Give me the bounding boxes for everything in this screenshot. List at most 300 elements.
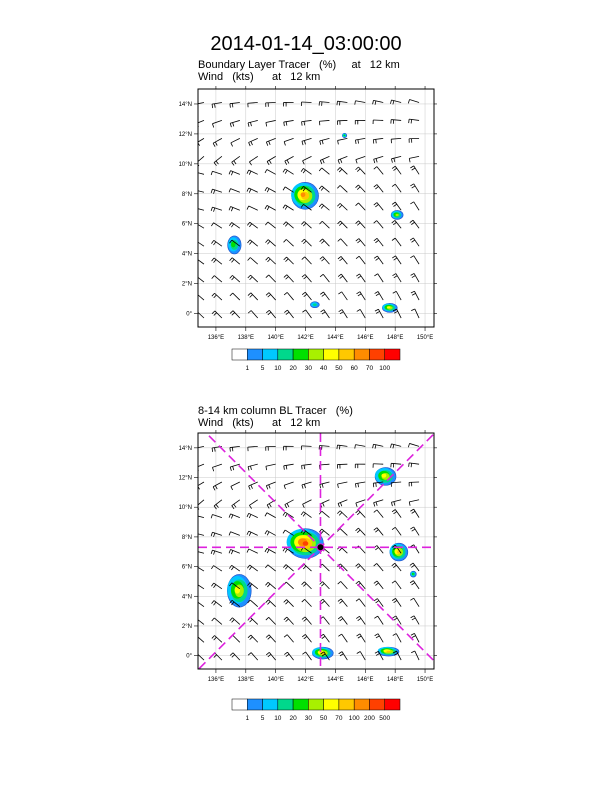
wind-barb (212, 464, 221, 471)
wind-barb (356, 564, 366, 571)
colorbar-label: 100 (379, 365, 391, 372)
wind-barb (337, 203, 347, 210)
colorbar-swatch (324, 349, 339, 360)
wind-barb (229, 514, 240, 519)
wind-barb (337, 167, 347, 174)
colorbar-swatch (263, 699, 278, 710)
wind-barb (356, 616, 365, 624)
wind-barb (320, 257, 330, 265)
y-tick-label: 2°N (181, 281, 192, 288)
wind-barb (284, 617, 294, 624)
wind-barb (391, 156, 401, 162)
wind-barb (230, 258, 240, 264)
wind-barb (409, 500, 419, 506)
wind-barb (247, 513, 258, 518)
wind-barb (194, 636, 204, 643)
wind-barb (356, 500, 365, 507)
wind-barb (411, 616, 419, 625)
colorbar-swatch (308, 699, 323, 710)
wind-barb (303, 500, 312, 508)
wind-barb (302, 239, 312, 246)
wind-barb (337, 445, 347, 449)
wind-barb (247, 170, 258, 175)
y-tick-label: 4°N (181, 251, 192, 258)
wind-barb (374, 581, 383, 589)
y-tick-label: 12°N (178, 475, 192, 482)
wind-barb (391, 482, 401, 487)
wind-barb (337, 185, 347, 192)
wind-barb (248, 102, 258, 107)
wind-barb (319, 221, 329, 228)
wind-barb (230, 275, 240, 282)
wind-barb (392, 598, 401, 606)
colorbar-label: 50 (320, 715, 328, 722)
wind-barb (356, 256, 365, 264)
wind-barb (393, 634, 401, 643)
x-tick-label: 148°E (386, 335, 404, 341)
wind-barb (284, 635, 293, 643)
wind-barb (194, 293, 204, 300)
wind-barb (320, 634, 329, 642)
wind-barb (283, 565, 293, 571)
colorbar-2 (232, 699, 400, 722)
wind-barb (211, 514, 222, 518)
wind-barb (212, 618, 222, 624)
wind-barb (410, 220, 419, 228)
wind-barb (374, 274, 383, 282)
wind-barb (266, 120, 276, 126)
wind-barb (284, 652, 293, 660)
wind-barb (284, 292, 293, 300)
wind-barb (392, 202, 401, 210)
y-tick-label: 2°N (181, 623, 192, 630)
wind-barb (248, 257, 258, 264)
map-plot-area (193, 82, 434, 327)
wind-barb (320, 599, 330, 607)
wind-barb (265, 240, 275, 247)
wind-barb (339, 310, 348, 318)
x-tick-label: 142°E (297, 677, 314, 683)
wind-barb (303, 156, 312, 164)
wind-barb (374, 156, 384, 163)
wind-barb (356, 156, 365, 163)
colorbar-label: 1 (245, 365, 250, 372)
wind-barb (232, 500, 240, 509)
wind-barb (214, 500, 222, 509)
wind-barb (230, 464, 240, 471)
wind-barb (212, 120, 221, 127)
wind-barb (194, 618, 204, 624)
wind-barb (212, 102, 222, 108)
wind-barb (229, 222, 239, 228)
wind-barb (248, 310, 258, 318)
wind-barb (302, 138, 312, 145)
wind-barb (410, 256, 419, 264)
wind-barb (391, 138, 401, 143)
wind-barb (301, 512, 311, 518)
page-title: 2014-01-14_03:00:00 (210, 33, 402, 55)
colorbar-label: 1 (245, 715, 250, 722)
wind-barb (249, 482, 258, 490)
wind-barb (265, 222, 275, 228)
colorbar-swatch (385, 349, 400, 360)
wind-barb (374, 203, 383, 211)
wind-barb (265, 531, 276, 536)
wind-barb (319, 168, 329, 174)
colorbar-swatch (369, 699, 384, 710)
tracer-contour (326, 83, 329, 85)
wind-barb (284, 102, 294, 106)
colorbar-swatch (247, 349, 262, 360)
wind-barb (320, 292, 329, 300)
wind-barb (265, 513, 276, 518)
wind-barb (409, 156, 419, 162)
wind-barb (356, 239, 365, 247)
tracer-contour (324, 82, 333, 88)
wind-barb (231, 138, 240, 146)
wind-barb (265, 169, 276, 174)
wind-barb (319, 102, 329, 106)
wind-barb (408, 443, 419, 447)
wind-barb (283, 205, 294, 210)
wind-barb (337, 101, 347, 105)
colorbar-label: 5 (260, 365, 265, 372)
wind-barb (356, 221, 366, 228)
wind-barb (375, 291, 384, 300)
x-tick-label: 146°E (357, 335, 374, 341)
colorbar-swatch (278, 349, 293, 360)
wind-barb (355, 138, 365, 144)
tracer-contour (343, 135, 344, 136)
map-panel-1 (179, 82, 437, 341)
wind-barb (302, 617, 312, 625)
y-tick-label: 0° (186, 311, 192, 318)
wind-barb (410, 545, 419, 553)
wind-barb (356, 528, 366, 535)
colorbar-swatch (278, 699, 293, 710)
wind-barb (338, 634, 347, 642)
wind-barb (266, 102, 276, 106)
wind-barb (410, 581, 419, 589)
wind-barb (211, 189, 222, 194)
wind-barb (213, 138, 222, 146)
wind-barb (319, 511, 329, 517)
wind-barb (284, 482, 293, 489)
wind-barb (249, 138, 258, 146)
colorbar-swatch (324, 699, 339, 710)
wind-barb (193, 583, 204, 589)
wind-barb (302, 275, 312, 283)
wind-barb (356, 203, 366, 210)
wind-barb (212, 258, 222, 264)
wind-barb (338, 239, 348, 246)
wind-barb (409, 463, 419, 467)
colorbar-swatch (369, 349, 384, 360)
wind-barb (338, 274, 347, 282)
colorbar-label: 10 (274, 715, 282, 722)
wind-barb (392, 166, 401, 174)
x-tick-label: 142°E (297, 335, 314, 341)
wind-barb (212, 601, 222, 607)
colorbar-swatch (232, 349, 247, 360)
wind-barb (373, 138, 383, 143)
wind-barb (230, 102, 240, 107)
wind-barb (355, 464, 365, 468)
wind-barb (410, 166, 419, 174)
wind-barb (194, 446, 204, 452)
tracer-contour (386, 651, 390, 653)
y-tick-label: 4°N (181, 594, 192, 601)
wind-barb (392, 581, 401, 589)
wind-barb (248, 464, 258, 470)
wind-barb (409, 482, 419, 486)
wind-barb (283, 222, 293, 228)
wind-barb (320, 138, 330, 144)
wind-barb (374, 616, 383, 624)
wind-barb (230, 446, 240, 451)
wind-barb (374, 221, 384, 229)
wind-barb (302, 652, 311, 660)
wind-barb (302, 482, 312, 489)
wind-barb (229, 207, 240, 212)
wind-barb (212, 635, 222, 642)
colorbar-1 (232, 349, 400, 372)
wind-barb (338, 616, 347, 624)
x-tick-label: 140°E (267, 677, 284, 683)
wind-barb (319, 204, 329, 210)
x-tick-label: 150°E (416, 335, 434, 341)
wind-barb (285, 500, 294, 508)
wind-barb (247, 206, 258, 210)
tracer-contour (313, 303, 317, 306)
wind-barb (266, 138, 275, 145)
wind-barb (284, 138, 293, 145)
tracer-contour (326, 83, 331, 86)
wind-barb (338, 599, 347, 607)
x-tick-label: 140°E (267, 335, 284, 341)
wind-barb (265, 187, 276, 192)
wind-barb (356, 274, 365, 282)
wind-barb (211, 550, 222, 555)
y-tick-label: 6°N (181, 564, 192, 571)
wind-barb (195, 120, 204, 127)
wind-barb (337, 464, 347, 468)
wind-barb (375, 634, 384, 643)
y-tick-label: 14°N (178, 445, 192, 452)
x-tick-label: 138°E (237, 335, 255, 341)
wind-barb (283, 187, 294, 192)
wind-barb (410, 238, 419, 246)
wind-barb (284, 446, 294, 450)
wind-barb (230, 311, 240, 318)
wind-barb (230, 293, 240, 300)
y-tick-label: 0° (186, 653, 192, 660)
wind-barb (392, 509, 401, 517)
wind-barb (410, 563, 419, 571)
wind-barb (391, 120, 401, 124)
wind-barb (319, 120, 329, 125)
wind-barb (231, 482, 240, 490)
wind-barb (193, 515, 204, 520)
colorbar-label: 30 (304, 715, 312, 722)
colorbar-label: 50 (335, 365, 343, 372)
wind-barb (302, 120, 312, 125)
x-tick-label: 146°E (357, 677, 374, 683)
x-tick-label: 144°E (327, 677, 344, 683)
wind-barb (247, 565, 257, 571)
wind-barb (301, 168, 311, 174)
wind-barb (373, 464, 383, 468)
colorbar-swatch (308, 349, 323, 360)
wind-barb (374, 167, 383, 175)
wind-barb (248, 635, 258, 642)
wind-barb (284, 464, 294, 470)
wind-barb (320, 239, 330, 246)
wind-barb (392, 220, 401, 228)
colorbar-label: 20 (289, 715, 297, 722)
y-tick-label: 14°N (178, 101, 192, 108)
panel1-title-line1: Boundary Layer Tracer (%) at 12 km (198, 59, 400, 71)
wind-barb (392, 238, 401, 246)
wind-barb (391, 463, 401, 467)
wind-barb (247, 240, 257, 246)
wind-barb (337, 120, 347, 124)
wind-barb (319, 186, 329, 192)
wind-barb (211, 207, 222, 212)
wind-barb (212, 293, 222, 300)
wind-barb (302, 634, 311, 642)
wind-barb (230, 653, 240, 660)
wind-barb (248, 293, 258, 300)
wind-barb (357, 292, 366, 300)
colorbar-label: 70 (365, 365, 374, 372)
wind-barb (195, 464, 204, 471)
wind-barb (212, 276, 222, 282)
wind-barb (284, 582, 294, 589)
wind-barb (355, 120, 365, 124)
wind-barb (302, 582, 312, 589)
wind-barb (373, 120, 383, 124)
wind-barb (338, 482, 348, 488)
wind-barb (193, 172, 204, 177)
wind-barb (266, 293, 276, 300)
tracer-contour (326, 427, 331, 430)
wind-barb (320, 156, 329, 164)
tracer-contour (396, 214, 399, 216)
colorbar-swatch (339, 349, 354, 360)
tracer-contour (381, 474, 386, 478)
wind-barb (411, 273, 419, 282)
wind-barb (229, 565, 239, 571)
panel1-title-line2: Wind (kts) at 12 km (198, 71, 321, 83)
wind-barb (374, 500, 384, 507)
wind-barb (301, 221, 311, 228)
wind-barb (248, 653, 258, 661)
wind-barb (410, 509, 419, 517)
wind-barb (247, 222, 257, 228)
wind-barb (248, 446, 258, 451)
wind-barb (392, 563, 401, 571)
wind-barb (391, 500, 401, 506)
wind-barb (302, 257, 312, 264)
y-tick-label: 8°N (181, 534, 192, 541)
wind-barb (408, 100, 419, 104)
wind-barb (356, 185, 366, 192)
panel2-title-line1: 8-14 km column BL Tracer (%) (198, 405, 353, 417)
wind-barb (195, 482, 204, 491)
wind-barb (338, 138, 348, 144)
wind-barb (302, 292, 311, 300)
colorbar-label: 60 (350, 365, 358, 372)
wind-barb (374, 256, 383, 264)
wind-barb (265, 548, 276, 553)
wind-barb (193, 208, 204, 212)
wind-barb (393, 291, 401, 300)
wind-barb (284, 120, 294, 126)
wind-barb (266, 635, 276, 642)
wind-barb (194, 601, 204, 607)
wind-barb (355, 482, 365, 488)
wind-barb (229, 171, 240, 176)
x-tick-label: 144°E (327, 335, 344, 341)
wind-barb (337, 511, 347, 518)
wind-barb (211, 583, 221, 589)
wind-barb (194, 653, 204, 660)
y-tick-label: 8°N (181, 191, 192, 198)
wind-barb (214, 156, 222, 165)
wind-barb (356, 510, 366, 517)
panel2-title-line2: Wind (kts) at 12 km (198, 417, 321, 429)
wind-barb (194, 276, 204, 282)
wind-barb (409, 138, 419, 142)
wind-barb (392, 527, 401, 535)
wind-barb (302, 310, 311, 318)
wind-barb (193, 551, 204, 555)
colorbar-label: 30 (304, 365, 312, 372)
colorbar-label: 40 (320, 365, 328, 372)
wind-barb (229, 532, 240, 536)
colorbar-swatch (293, 349, 308, 360)
wind-barb (374, 563, 384, 571)
wind-barb (211, 532, 222, 537)
tracer-contour (412, 573, 414, 575)
wind-barb (194, 258, 204, 264)
wind-barb (266, 482, 275, 489)
wind-barb (374, 238, 383, 246)
colorbar-swatch (354, 349, 369, 360)
tracer-contour (303, 541, 309, 546)
colorbar-swatch (339, 699, 354, 710)
wind-barb (266, 310, 275, 318)
wind-barb (285, 156, 294, 164)
wind-barb (392, 256, 401, 264)
wind-barb (356, 599, 365, 607)
tracer-contour (324, 82, 331, 87)
x-tick-label: 136°E (207, 335, 225, 341)
x-tick-label: 150°E (416, 677, 434, 683)
wind-barb (266, 464, 276, 470)
colorbar-label: 70 (335, 715, 343, 722)
tracer-contour (387, 306, 390, 308)
wind-barb (194, 311, 204, 318)
colorbar-swatch (293, 699, 308, 710)
wind-barb (320, 617, 329, 625)
wind-barb (392, 184, 401, 192)
y-tick-label: 10°N (178, 161, 192, 168)
wind-barb (411, 291, 419, 300)
wind-barb (338, 221, 348, 228)
wind-barb (247, 188, 258, 193)
